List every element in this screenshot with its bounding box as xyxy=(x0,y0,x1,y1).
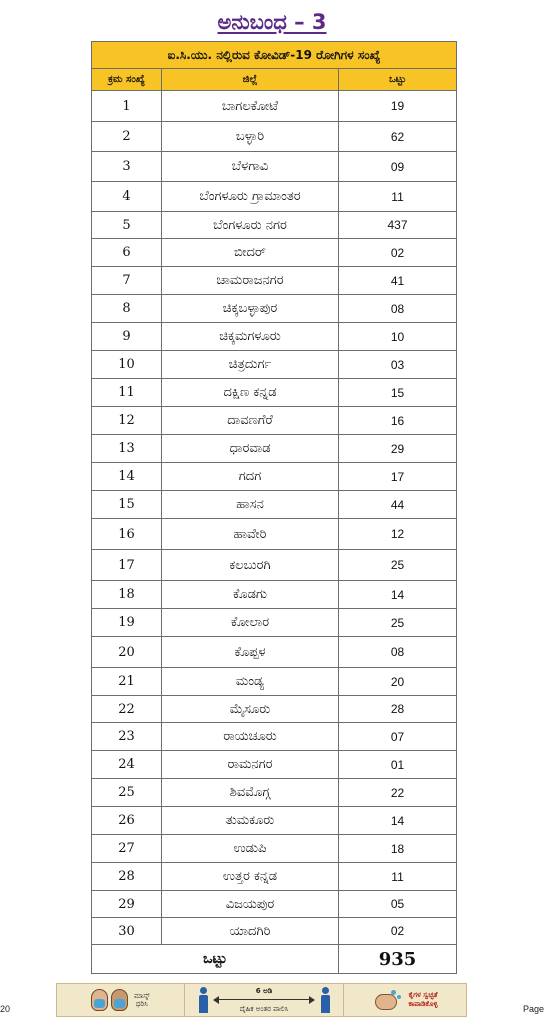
table-row xyxy=(92,723,457,751)
district-cell: ಕೊಪ್ಪಳ xyxy=(162,637,339,668)
serial-number-cell: 19 xyxy=(92,609,162,637)
count-cell: 25 xyxy=(339,550,457,581)
serial-number-cell: 30 xyxy=(92,918,162,945)
district-cell: ಚಿಕ್ಕಬಳ್ಳಾಪುರ xyxy=(162,295,339,323)
serial-number-cell: 23 xyxy=(92,723,162,751)
count-cell: 08 xyxy=(339,295,457,323)
serial-number-cell: 6 xyxy=(92,239,162,267)
district-cell: ಹಾಸನ xyxy=(162,491,339,519)
count-cell: 29 xyxy=(339,435,457,463)
district-cell: ಬೆಳಗಾವಿ xyxy=(162,152,339,182)
serial-number-cell: 11 xyxy=(92,379,162,407)
count-cell: 12 xyxy=(339,519,457,550)
hand-hygiene-section xyxy=(344,984,466,1016)
district-cell: ಚಿಕ್ಕಮಗಳೂರು xyxy=(162,323,339,351)
district-cell: ರಾಯಚೂರು xyxy=(162,723,339,751)
district-cell: ಚಿತ್ರದುರ್ಗ xyxy=(162,351,339,379)
serial-number-cell: 3 xyxy=(92,152,162,182)
mask-text-1: ಮಾಸ್ಕ್ xyxy=(133,992,150,1000)
serial-number-cell: 28 xyxy=(92,863,162,891)
district-cell: ವಿಜಯಪುರ xyxy=(162,891,339,918)
table-row xyxy=(92,239,457,267)
table-row xyxy=(92,295,457,323)
serial-number-cell: 16 xyxy=(92,519,162,550)
count-cell: 05 xyxy=(339,891,457,918)
district-cell: ಬಳ್ಳಾರಿ xyxy=(162,122,339,152)
district-cell: ಶಿವಮೊಗ್ಗ xyxy=(162,779,339,807)
table-row xyxy=(92,152,457,182)
count-cell: 28 xyxy=(339,696,457,723)
district-cell: ಹಾವೇರಿ xyxy=(162,519,339,550)
serial-number-cell: 9 xyxy=(92,323,162,351)
count-cell: 16 xyxy=(339,407,457,435)
count-cell: 14 xyxy=(339,807,457,835)
count-cell: 10 xyxy=(339,323,457,351)
district-cell: ದಾವಣಗೆರೆ xyxy=(162,407,339,435)
table-row xyxy=(92,407,457,435)
serial-number-cell: 13 xyxy=(92,435,162,463)
district-cell: ಬೆಂಗಳೂರು ನಗರ xyxy=(162,212,339,239)
serial-number-cell: 10 xyxy=(92,351,162,379)
district-cell: ದಕ್ಷಿಣ ಕನ್ನಡ xyxy=(162,379,339,407)
serial-number-cell: 24 xyxy=(92,751,162,779)
column-header-total: ಒಟ್ಟು xyxy=(339,69,457,91)
serial-number-cell: 20 xyxy=(92,637,162,668)
count-cell: 14 xyxy=(339,581,457,609)
table-row xyxy=(92,267,457,295)
masked-faces-icon xyxy=(91,989,128,1011)
table-row xyxy=(92,807,457,835)
table-row xyxy=(92,891,457,918)
double-arrow-icon xyxy=(213,996,315,1004)
physical-distance-section xyxy=(184,984,344,1016)
serial-number-cell: 7 xyxy=(92,267,162,295)
table-row xyxy=(92,91,457,122)
table-row xyxy=(92,637,457,668)
total-label: ಒಟ್ಟು xyxy=(92,945,339,974)
table-row xyxy=(92,668,457,696)
count-cell: 22 xyxy=(339,779,457,807)
district-cell: ಉಡುಪಿ xyxy=(162,835,339,863)
serial-number-cell: 1 xyxy=(92,91,162,122)
table-row xyxy=(92,918,457,945)
count-cell: 19 xyxy=(339,91,457,122)
serial-number-cell: 15 xyxy=(92,491,162,519)
count-cell: 62 xyxy=(339,122,457,152)
page-number-fragment-right: Page xyxy=(522,1004,544,1014)
district-cell: ಬೀದರ್ xyxy=(162,239,339,267)
serial-number-cell: 22 xyxy=(92,696,162,723)
district-cell: ಚಾಮರಾಜನಗರ xyxy=(162,267,339,295)
district-cell: ಕೋಲಾರ xyxy=(162,609,339,637)
table-row xyxy=(92,581,457,609)
district-cell: ಬಾಗಲಕೋಟೆ xyxy=(162,91,339,122)
person-icon xyxy=(197,987,209,1013)
count-cell: 07 xyxy=(339,723,457,751)
table-row xyxy=(92,491,457,519)
hands-text-2: ಕಾಪಾಡಿಕೊಳ್ಳಿ xyxy=(408,1000,438,1008)
district-cell: ಕಲಬುರಗಿ xyxy=(162,550,339,581)
district-cell: ಯಾದಗಿರಿ xyxy=(162,918,339,945)
table-row xyxy=(92,779,457,807)
serial-number-cell: 12 xyxy=(92,407,162,435)
distance-value: 6 ಅಡಿ xyxy=(255,987,273,995)
district-cell: ಉತ್ತರ ಕನ್ನಡ xyxy=(162,863,339,891)
serial-number-cell: 27 xyxy=(92,835,162,863)
table-row xyxy=(92,379,457,407)
serial-number-cell: 14 xyxy=(92,463,162,491)
district-cell: ತುಮಕೂರು xyxy=(162,807,339,835)
table-row xyxy=(92,122,457,152)
serial-number-cell: 26 xyxy=(92,807,162,835)
district-cell: ಕೊಡಗು xyxy=(162,581,339,609)
hands-text-1: ಕೈಗಳ ಸ್ವಚ್ಛತೆ xyxy=(408,991,438,999)
serial-number-cell: 5 xyxy=(92,212,162,239)
icu-cases-table xyxy=(91,41,457,974)
count-cell: 11 xyxy=(339,182,457,212)
wear-mask-section xyxy=(57,984,184,1016)
mask-text-2: ಧರಿಸಿ xyxy=(135,1000,148,1008)
count-cell: 17 xyxy=(339,463,457,491)
table-row xyxy=(92,519,457,550)
table-row xyxy=(92,182,457,212)
count-cell: 25 xyxy=(339,609,457,637)
count-cell: 20 xyxy=(339,668,457,696)
count-cell: 15 xyxy=(339,379,457,407)
table-title: ಐ.ಸಿ.ಯು. ನಲ್ಲಿರುವ ಕೋವಿಡ್-19 ರೋಗಿಗಳ ಸಂಖ್ಯೆ xyxy=(92,42,457,69)
column-header-serial: ಕ್ರಮ ಸಂಖ್ಯೆ xyxy=(92,69,162,91)
total-value: 935 xyxy=(339,945,457,974)
count-cell: 41 xyxy=(339,267,457,295)
count-cell: 44 xyxy=(339,491,457,519)
count-cell: 03 xyxy=(339,351,457,379)
table-row xyxy=(92,835,457,863)
serial-number-cell: 25 xyxy=(92,779,162,807)
washing-hands-icon xyxy=(373,988,403,1012)
district-cell: ರಾಮನಗರ xyxy=(162,751,339,779)
page-number-fragment-left: 20 xyxy=(0,1004,11,1014)
table-header-row xyxy=(92,69,457,91)
table-row xyxy=(92,609,457,637)
serial-number-cell: 21 xyxy=(92,668,162,696)
person-icon xyxy=(319,987,331,1013)
table-row xyxy=(92,863,457,891)
serial-number-cell: 8 xyxy=(92,295,162,323)
district-cell: ಮಂಡ್ಯ xyxy=(162,668,339,696)
count-cell: 08 xyxy=(339,637,457,668)
serial-number-cell: 29 xyxy=(92,891,162,918)
table-row xyxy=(92,435,457,463)
district-cell: ಗದಗ xyxy=(162,463,339,491)
covid-safety-banner xyxy=(56,983,467,1017)
table-row xyxy=(92,323,457,351)
count-cell: 437 xyxy=(339,212,457,239)
table-row xyxy=(92,463,457,491)
count-cell: 09 xyxy=(339,152,457,182)
count-cell: 02 xyxy=(339,239,457,267)
total-row xyxy=(92,945,457,974)
annexure-heading: ಅನುಬಂಧ – 3 xyxy=(217,10,327,34)
table-row xyxy=(92,212,457,239)
table-row xyxy=(92,696,457,723)
distance-text: ದೈಹಿಕ ಅಂತರ ಪಾಲಿಸಿ xyxy=(239,1005,289,1013)
serial-number-cell: 4 xyxy=(92,182,162,212)
district-cell: ಮೈಸೂರು xyxy=(162,696,339,723)
district-cell: ಬೆಂಗಳೂರು ಗ್ರಾಮಾಂತರ xyxy=(162,182,339,212)
count-cell: 01 xyxy=(339,751,457,779)
count-cell: 02 xyxy=(339,918,457,945)
count-cell: 18 xyxy=(339,835,457,863)
table-row xyxy=(92,351,457,379)
serial-number-cell: 18 xyxy=(92,581,162,609)
table-row xyxy=(92,550,457,581)
district-cell: ಧಾರವಾಡ xyxy=(162,435,339,463)
serial-number-cell: 17 xyxy=(92,550,162,581)
table-row xyxy=(92,751,457,779)
count-cell: 11 xyxy=(339,863,457,891)
serial-number-cell: 2 xyxy=(92,122,162,152)
column-header-district: ಜಿಲ್ಲೆ xyxy=(162,69,339,91)
